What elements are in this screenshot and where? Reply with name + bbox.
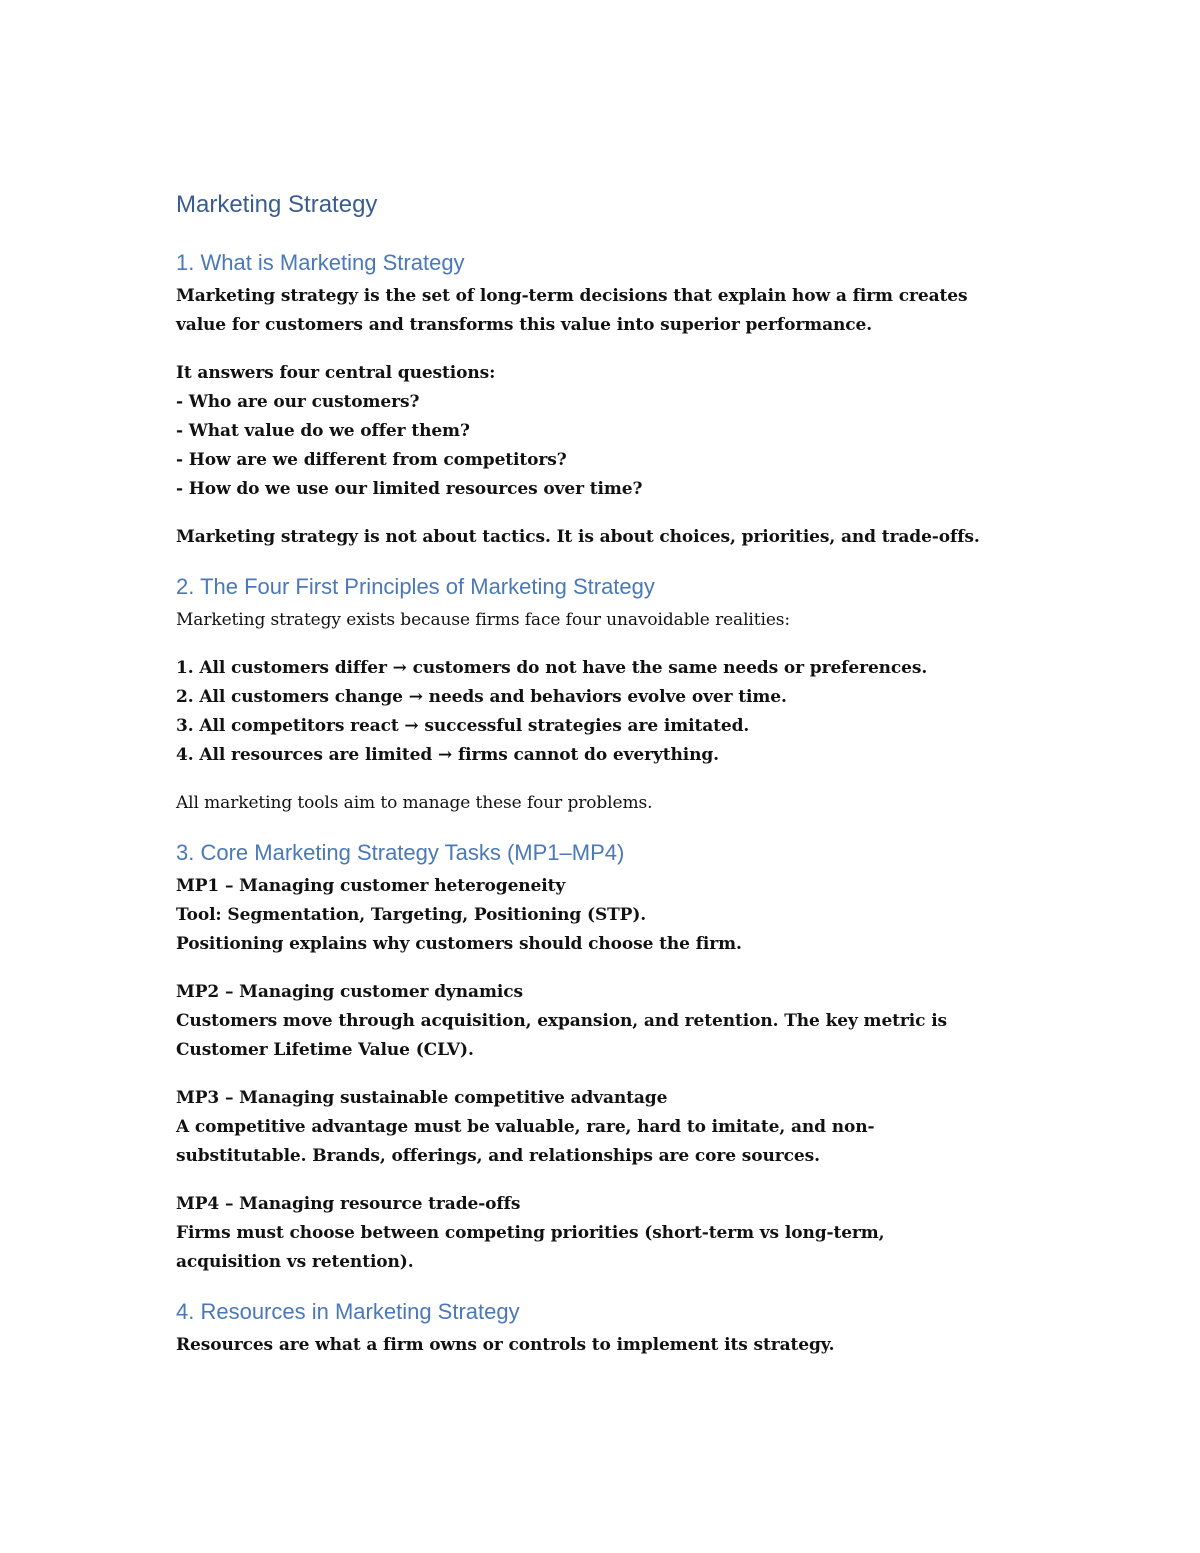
questions-lead: It answers four central questions: <box>176 363 496 383</box>
mp1-block <box>176 872 1036 959</box>
mp3-title: MP3 – Managing sustainable competitive advantage <box>176 1088 668 1108</box>
paragraph-line: Tool: Segmentation, Targeting, Positioning (STP). <box>176 905 647 925</box>
mp2-block <box>176 978 1036 1065</box>
section-2-intro: Marketing strategy exists because firms face four unavoidable realities: <box>176 610 791 630</box>
section-2-heading: 2. The Four First Principles of Marketing Strategy <box>176 574 655 599</box>
section-1-intro <box>176 282 1036 340</box>
section-2-closing: All marketing tools aim to manage these four problems. <box>176 793 653 813</box>
list-item: - How are we different from competitors? <box>176 450 567 470</box>
section-2-principles <box>176 654 1036 770</box>
paragraph-line: Marketing strategy is the set of long-term decisions that explain how a firm creates <box>176 286 968 306</box>
mp2-title: MP2 – Managing customer dynamics <box>176 982 523 1002</box>
list-item: 3. All competitors react → successful strategies are imitated. <box>176 716 750 736</box>
mp4-title: MP4 – Managing resource trade-offs <box>176 1194 521 1214</box>
list-item: 1. All customers differ → customers do not have the same needs or preferences. <box>176 658 928 678</box>
section-4-intro: Resources are what a firm owns or controls to implement its strategy. <box>176 1335 835 1355</box>
list-item: - Who are our customers? <box>176 392 420 412</box>
paragraph-line: A competitive advantage must be valuable, rare, hard to imitate, and non- <box>176 1117 875 1137</box>
list-item: - How do we use our limited resources over time? <box>176 479 643 499</box>
list-item: 2. All customers change → needs and behaviors evolve over time. <box>176 687 787 707</box>
paragraph-line: Positioning explains why customers should choose the firm. <box>176 934 742 954</box>
section-1-closing: Marketing strategy is not about tactics. It is about choices, priorities, and trade-offs. <box>176 527 980 547</box>
paragraph-line: Customer Lifetime Value (CLV). <box>176 1040 474 1060</box>
paragraph-line: Customers move through acquisition, expansion, and retention. The key metric is <box>176 1011 948 1031</box>
document-body <box>176 188 1036 1360</box>
section-3-heading: 3. Core Marketing Strategy Tasks (MP1–MP4) <box>176 840 625 865</box>
paragraph-line: value for customers and transforms this value into superior performance. <box>176 315 873 335</box>
document-title: Marketing Strategy <box>176 191 378 218</box>
paragraph-line: acquisition vs retention). <box>176 1252 414 1272</box>
mp1-title: MP1 – Managing customer heterogeneity <box>176 876 566 896</box>
section-1-questions <box>176 359 1036 504</box>
section-4-heading: 4. Resources in Marketing Strategy <box>176 1299 520 1324</box>
mp4-block <box>176 1190 1036 1277</box>
list-item: 4. All resources are limited → firms cannot do everything. <box>176 745 719 765</box>
paragraph-line: Firms must choose between competing priorities (short-term vs long-term, <box>176 1223 885 1243</box>
section-1-heading: 1. What is Marketing Strategy <box>176 250 465 275</box>
paragraph-line: substitutable. Brands, offerings, and relationships are core sources. <box>176 1146 820 1166</box>
list-item: - What value do we offer them? <box>176 421 470 441</box>
mp3-block <box>176 1084 1036 1171</box>
